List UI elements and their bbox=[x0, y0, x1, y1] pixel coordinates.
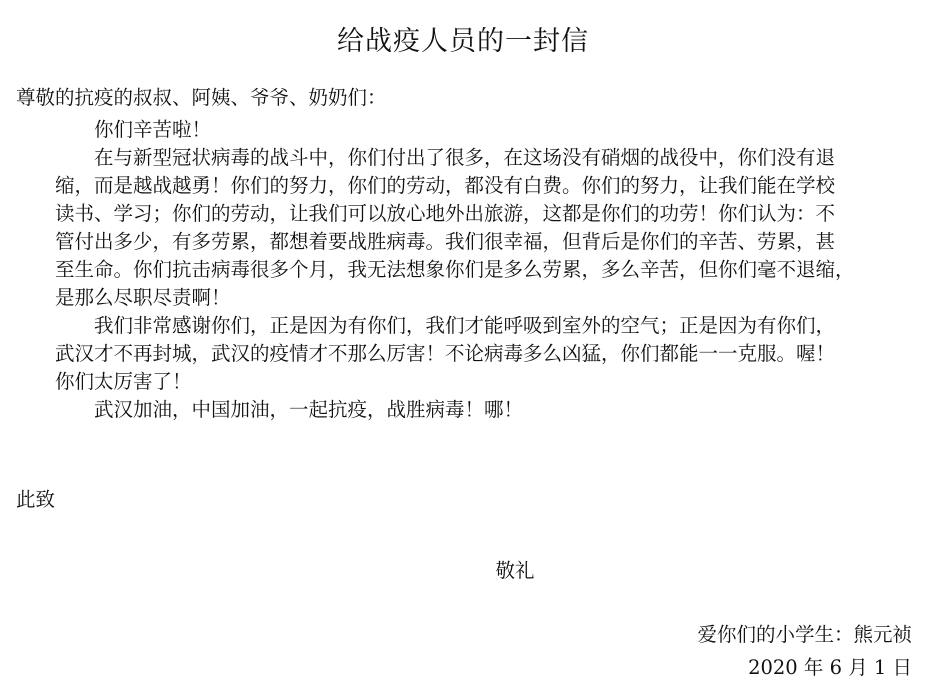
letter-signature: 爱你们的小学生：熊元祯 bbox=[697, 623, 912, 646]
paragraph-battle bbox=[16, 144, 916, 312]
paragraph-line: 在与新型冠状病毒的战斗中，你们付出了很多，在这场没有硝烟的战役中，你们没有退 bbox=[94, 146, 836, 169]
paragraph-cheer bbox=[16, 396, 916, 424]
paragraph-gratitude bbox=[16, 312, 916, 396]
paragraph-thanks bbox=[16, 116, 916, 144]
paragraph-line: 你们太厉害了！ bbox=[55, 370, 192, 393]
paragraph-line: 是那么尽职尽责啊！ bbox=[55, 286, 231, 309]
paragraph-line: 缩，而是越战越勇！你们的努力，你们的劳动，都没有白费。你们的努力，让我们能在学校 bbox=[55, 174, 836, 197]
paragraph-line: 至生命。你们抗击病毒很多个月，我无法想象你们是多么劳累，多么辛苦，但你们毫不退缩， bbox=[55, 258, 855, 281]
paragraph-line: 我们非常感谢你们，正是因为有你们，我们才能呼吸到室外的空气；正是因为有你们， bbox=[94, 314, 836, 337]
letter-title: 给战疫人员的一封信 bbox=[337, 26, 589, 57]
paragraph-line: 武汉加油，中国加油，一起抗疫，战胜病毒！哪！ bbox=[94, 398, 524, 421]
letter-salute: 敬礼 bbox=[495, 559, 535, 582]
letter-greeting: 尊敬的抗疫的叔叔、阿姨、爷爷、奶奶们： bbox=[16, 86, 387, 109]
paragraph-line: 你们辛苦啦！ bbox=[94, 118, 212, 141]
letter-date: 2020 年 6 月 1 日 bbox=[748, 656, 912, 679]
paragraph-line: 管付出多少，有多劳累，都想着要战胜病毒。我们很幸福，但背后是你们的辛苦、劳累，甚 bbox=[55, 230, 836, 253]
letter-body bbox=[16, 116, 916, 424]
letter-closing: 此致 bbox=[16, 488, 56, 511]
paragraph-line: 武汉才不再封城，武汉的疫情才不那么厉害！不论病毒多么凶猛，你们都能一一克服。喔！ bbox=[55, 342, 836, 365]
paragraph-line: 读书、学习；你们的劳动，让我们可以放心地外出旅游，这都是你们的功劳！你们认为：不 bbox=[55, 202, 836, 225]
